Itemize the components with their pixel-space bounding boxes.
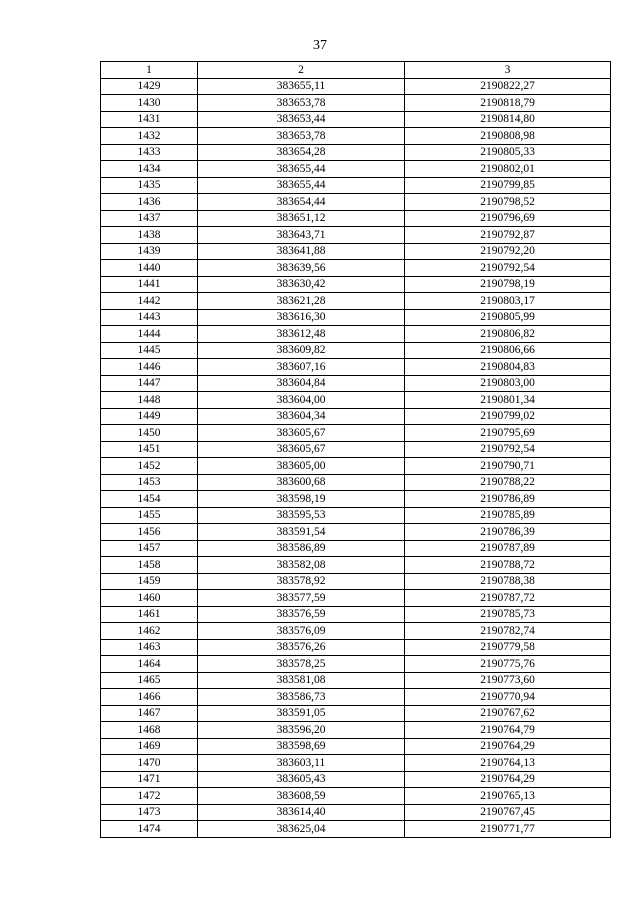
table-row [101, 95, 611, 112]
cell-y-coordinate: 2190773,60 [405, 672, 611, 689]
cell-point-number: 1438 [101, 227, 198, 244]
cell-point-number: 1442 [101, 293, 198, 310]
cell-y-coordinate: 2190792,20 [405, 243, 611, 260]
cell-x-coordinate: 383581,08 [198, 672, 405, 689]
cell-x-coordinate: 383655,11 [198, 78, 405, 95]
table-row [101, 293, 611, 310]
cell-point-number: 1441 [101, 276, 198, 293]
cell-y-coordinate: 2190786,89 [405, 491, 611, 508]
cell-y-coordinate: 2190775,76 [405, 656, 611, 673]
table-row [101, 821, 611, 838]
cell-x-coordinate: 383576,26 [198, 639, 405, 656]
cell-y-coordinate: 2190771,77 [405, 821, 611, 838]
cell-x-coordinate: 383654,28 [198, 144, 405, 161]
cell-x-coordinate: 383616,30 [198, 309, 405, 326]
cell-y-coordinate: 2190787,72 [405, 590, 611, 607]
cell-x-coordinate: 383654,44 [198, 194, 405, 211]
cell-point-number: 1470 [101, 755, 198, 772]
cell-y-coordinate: 2190770,94 [405, 689, 611, 706]
table-row [101, 705, 611, 722]
cell-point-number: 1457 [101, 540, 198, 557]
cell-x-coordinate: 383586,89 [198, 540, 405, 557]
cell-y-coordinate: 2190764,13 [405, 755, 611, 772]
cell-point-number: 1473 [101, 804, 198, 821]
table-row [101, 623, 611, 640]
table-row [101, 392, 611, 409]
cell-point-number: 1429 [101, 78, 198, 95]
table-row [101, 375, 611, 392]
cell-point-number: 1465 [101, 672, 198, 689]
cell-point-number: 1450 [101, 425, 198, 442]
cell-point-number: 1474 [101, 821, 198, 838]
table-row [101, 491, 611, 508]
cell-x-coordinate: 383655,44 [198, 177, 405, 194]
table-row [101, 177, 611, 194]
cell-x-coordinate: 383576,09 [198, 623, 405, 640]
page-number: 37 [313, 38, 327, 53]
cell-y-coordinate: 2190814,80 [405, 111, 611, 128]
cell-x-coordinate: 383595,53 [198, 507, 405, 524]
cell-point-number: 1444 [101, 326, 198, 343]
table-row [101, 573, 611, 590]
header-row [101, 62, 611, 79]
cell-x-coordinate: 383591,54 [198, 524, 405, 541]
table-row [101, 309, 611, 326]
cell-point-number: 1460 [101, 590, 198, 607]
cell-x-coordinate: 383591,05 [198, 705, 405, 722]
table-row [101, 590, 611, 607]
table-row [101, 689, 611, 706]
column-header-y-coordinate: 3 [405, 62, 611, 79]
cell-point-number: 1437 [101, 210, 198, 227]
cell-point-number: 1462 [101, 623, 198, 640]
table-row [101, 128, 611, 145]
cell-x-coordinate: 383639,56 [198, 260, 405, 277]
cell-y-coordinate: 2190808,98 [405, 128, 611, 145]
table-row [101, 656, 611, 673]
table-row [101, 524, 611, 541]
cell-x-coordinate: 383608,59 [198, 788, 405, 805]
cell-point-number: 1440 [101, 260, 198, 277]
table-row [101, 755, 611, 772]
cell-point-number: 1463 [101, 639, 198, 656]
cell-y-coordinate: 2190764,29 [405, 771, 611, 788]
cell-point-number: 1430 [101, 95, 198, 112]
cell-point-number: 1454 [101, 491, 198, 508]
table-row [101, 672, 611, 689]
cell-y-coordinate: 2190798,19 [405, 276, 611, 293]
cell-x-coordinate: 383653,78 [198, 95, 405, 112]
cell-y-coordinate: 2190802,01 [405, 161, 611, 178]
cell-x-coordinate: 383604,34 [198, 408, 405, 425]
table-body [101, 78, 611, 837]
cell-point-number: 1447 [101, 375, 198, 392]
cell-x-coordinate: 383612,48 [198, 326, 405, 343]
cell-x-coordinate: 383598,19 [198, 491, 405, 508]
column-header-x-coordinate: 2 [198, 62, 405, 79]
table-row [101, 227, 611, 244]
cell-x-coordinate: 383586,73 [198, 689, 405, 706]
cell-y-coordinate: 2190795,69 [405, 425, 611, 442]
cell-x-coordinate: 383641,88 [198, 243, 405, 260]
table-row [101, 408, 611, 425]
cell-point-number: 1443 [101, 309, 198, 326]
cell-y-coordinate: 2190803,17 [405, 293, 611, 310]
table-row [101, 788, 611, 805]
cell-point-number: 1449 [101, 408, 198, 425]
cell-y-coordinate: 2190786,39 [405, 524, 611, 541]
cell-x-coordinate: 383604,00 [198, 392, 405, 409]
cell-point-number: 1466 [101, 689, 198, 706]
cell-y-coordinate: 2190785,73 [405, 606, 611, 623]
cell-point-number: 1471 [101, 771, 198, 788]
cell-point-number: 1456 [101, 524, 198, 541]
cell-point-number: 1461 [101, 606, 198, 623]
cell-x-coordinate: 383651,12 [198, 210, 405, 227]
cell-x-coordinate: 383643,71 [198, 227, 405, 244]
table-row [101, 161, 611, 178]
cell-point-number: 1431 [101, 111, 198, 128]
cell-x-coordinate: 383630,42 [198, 276, 405, 293]
cell-x-coordinate: 383607,16 [198, 359, 405, 376]
cell-x-coordinate: 383653,78 [198, 128, 405, 145]
cell-y-coordinate: 2190806,66 [405, 342, 611, 359]
cell-x-coordinate: 383600,68 [198, 474, 405, 491]
cell-point-number: 1446 [101, 359, 198, 376]
column-header-point-number: 1 [101, 62, 198, 79]
cell-x-coordinate: 383576,59 [198, 606, 405, 623]
cell-y-coordinate: 2190764,79 [405, 722, 611, 739]
table-row [101, 359, 611, 376]
cell-y-coordinate: 2190803,00 [405, 375, 611, 392]
cell-point-number: 1455 [101, 507, 198, 524]
table-row [101, 243, 611, 260]
cell-y-coordinate: 2190788,72 [405, 557, 611, 574]
table-header [101, 62, 611, 79]
cell-x-coordinate: 383614,40 [198, 804, 405, 821]
cell-point-number: 1434 [101, 161, 198, 178]
table-row [101, 441, 611, 458]
table-row [101, 260, 611, 277]
cell-x-coordinate: 383621,28 [198, 293, 405, 310]
cell-x-coordinate: 383605,00 [198, 458, 405, 475]
table-row [101, 722, 611, 739]
cell-point-number: 1467 [101, 705, 198, 722]
table-row [101, 144, 611, 161]
cell-y-coordinate: 2190765,13 [405, 788, 611, 805]
cell-point-number: 1464 [101, 656, 198, 673]
cell-point-number: 1469 [101, 738, 198, 755]
cell-point-number: 1468 [101, 722, 198, 739]
table-row [101, 111, 611, 128]
cell-x-coordinate: 383596,20 [198, 722, 405, 739]
cell-point-number: 1451 [101, 441, 198, 458]
cell-y-coordinate: 2190799,02 [405, 408, 611, 425]
cell-y-coordinate: 2190805,99 [405, 309, 611, 326]
cell-y-coordinate: 2190792,87 [405, 227, 611, 244]
cell-y-coordinate: 2190767,45 [405, 804, 611, 821]
cell-x-coordinate: 383577,59 [198, 590, 405, 607]
cell-x-coordinate: 383605,67 [198, 425, 405, 442]
cell-y-coordinate: 2190792,54 [405, 441, 611, 458]
cell-y-coordinate: 2190799,85 [405, 177, 611, 194]
table-row [101, 210, 611, 227]
cell-point-number: 1472 [101, 788, 198, 805]
cell-x-coordinate: 383598,69 [198, 738, 405, 755]
cell-y-coordinate: 2190792,54 [405, 260, 611, 277]
cell-point-number: 1436 [101, 194, 198, 211]
cell-y-coordinate: 2190818,79 [405, 95, 611, 112]
cell-point-number: 1452 [101, 458, 198, 475]
cell-y-coordinate: 2190787,89 [405, 540, 611, 557]
cell-x-coordinate: 383655,44 [198, 161, 405, 178]
table-row [101, 458, 611, 475]
cell-point-number: 1458 [101, 557, 198, 574]
cell-point-number: 1439 [101, 243, 198, 260]
cell-x-coordinate: 383578,92 [198, 573, 405, 590]
cell-x-coordinate: 383605,67 [198, 441, 405, 458]
cell-x-coordinate: 383578,25 [198, 656, 405, 673]
cell-y-coordinate: 2190764,29 [405, 738, 611, 755]
cell-point-number: 1445 [101, 342, 198, 359]
table-row [101, 78, 611, 95]
cell-y-coordinate: 2190779,58 [405, 639, 611, 656]
table-row [101, 507, 611, 524]
table-row [101, 194, 611, 211]
cell-point-number: 1448 [101, 392, 198, 409]
cell-point-number: 1453 [101, 474, 198, 491]
cell-point-number: 1459 [101, 573, 198, 590]
table-row [101, 540, 611, 557]
cell-x-coordinate: 383605,43 [198, 771, 405, 788]
cell-x-coordinate: 383653,44 [198, 111, 405, 128]
cell-point-number: 1435 [101, 177, 198, 194]
cell-y-coordinate: 2190822,27 [405, 78, 611, 95]
cell-x-coordinate: 383603,11 [198, 755, 405, 772]
cell-point-number: 1432 [101, 128, 198, 145]
cell-y-coordinate: 2190782,74 [405, 623, 611, 640]
table-row [101, 326, 611, 343]
cell-y-coordinate: 2190804,83 [405, 359, 611, 376]
table-row [101, 804, 611, 821]
table-row [101, 276, 611, 293]
cell-y-coordinate: 2190798,52 [405, 194, 611, 211]
cell-y-coordinate: 2190767,62 [405, 705, 611, 722]
cell-y-coordinate: 2190796,69 [405, 210, 611, 227]
table-row [101, 639, 611, 656]
coordinates-table [100, 61, 611, 838]
cell-x-coordinate: 383625,04 [198, 821, 405, 838]
cell-y-coordinate: 2190788,22 [405, 474, 611, 491]
cell-y-coordinate: 2190790,71 [405, 458, 611, 475]
cell-point-number: 1433 [101, 144, 198, 161]
cell-y-coordinate: 2190788,38 [405, 573, 611, 590]
table-row [101, 738, 611, 755]
table-row [101, 474, 611, 491]
table-row [101, 557, 611, 574]
cell-y-coordinate: 2190801,34 [405, 392, 611, 409]
table-row [101, 342, 611, 359]
table-row [101, 425, 611, 442]
cell-x-coordinate: 383609,82 [198, 342, 405, 359]
table-row [101, 771, 611, 788]
cell-y-coordinate: 2190805,33 [405, 144, 611, 161]
cell-x-coordinate: 383604,84 [198, 375, 405, 392]
table-row [101, 606, 611, 623]
cell-y-coordinate: 2190806,82 [405, 326, 611, 343]
cell-x-coordinate: 383582,08 [198, 557, 405, 574]
cell-y-coordinate: 2190785,89 [405, 507, 611, 524]
